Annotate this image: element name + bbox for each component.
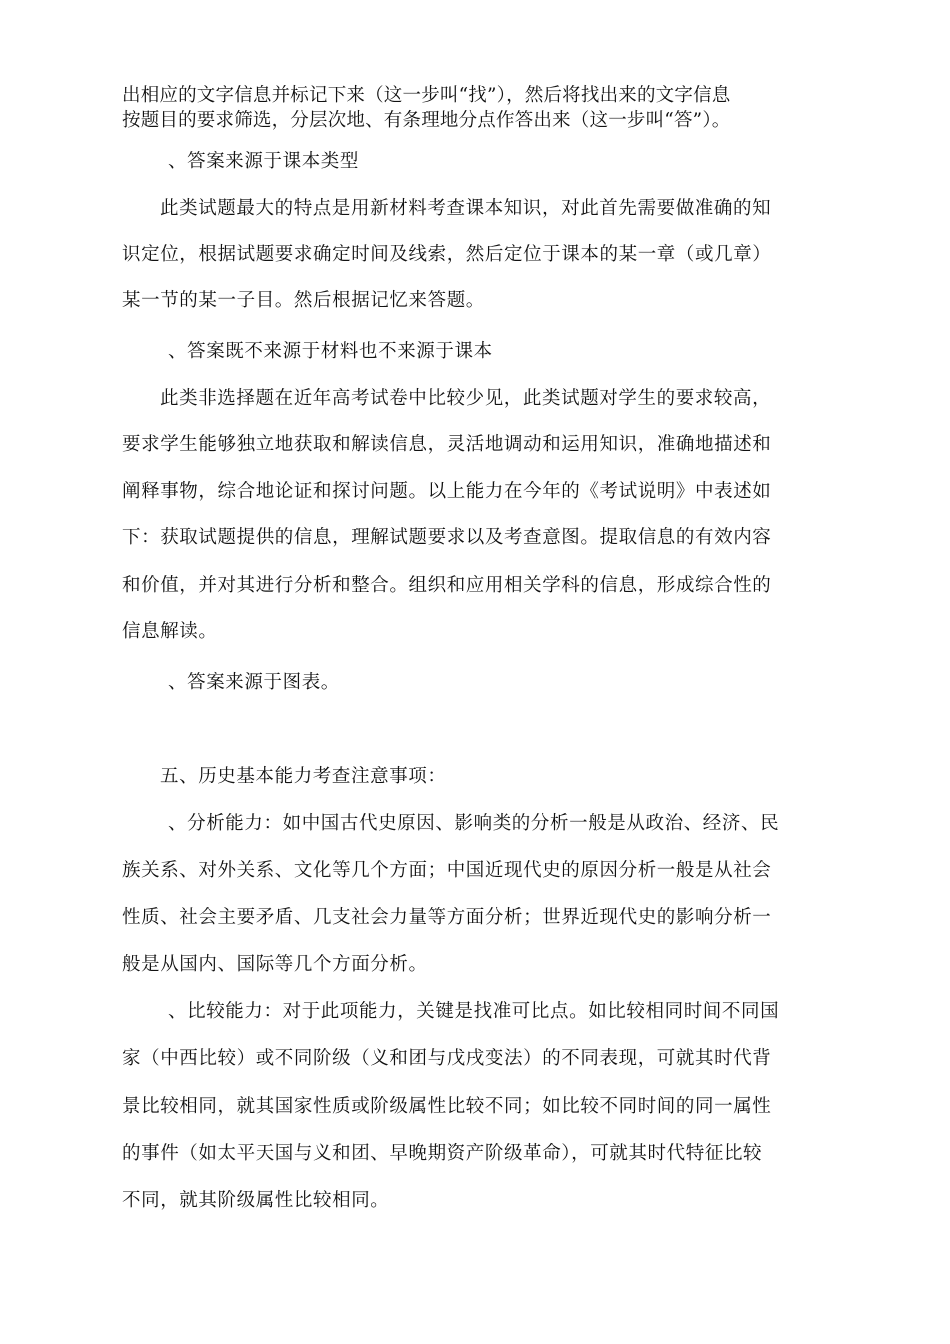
comparison-paragraph-line-4: 的事件（如太平天国与义和团、早晚期资产阶级革命），可就其时代特征比较	[122, 1143, 763, 1164]
section-five-title: 五、历史基本能力考查注意事项：	[160, 766, 447, 787]
neither-paragraph-line-5: 和价值，并对其进行分析和整合。组织和应用相关学科的信息，形成综合性的	[122, 575, 772, 596]
textbook-paragraph-line-2: 识定位，根据试题要求确定时间及线索，然后定位于课本的某一章（或几章）	[122, 244, 772, 265]
intro-line-2: 按题目的要求筛选，分层次地、有条理地分点作答出来（这一步叫“答”）。	[122, 110, 731, 131]
comparison-paragraph-line-3: 景比较相同，就其国家性质或阶级属性比较不同；如比较不同时间的同一属性	[122, 1096, 772, 1117]
analysis-paragraph-line-2: 族关系、对外关系、文化等几个方面；中国近现代史的原因分析一般是从社会	[122, 860, 772, 881]
textbook-paragraph-line-3: 某一节的某一子目。然后根据记忆来答题。	[122, 290, 485, 311]
analysis-paragraph-line-1: 、分析能力：如中国古代史原因、影响类的分析一般是从政治、经济、民	[168, 813, 780, 834]
heading-chart-type: 、答案来源于图表。	[168, 672, 340, 693]
analysis-paragraph-line-4: 般是从国内、国际等几个方面分析。	[122, 954, 428, 975]
textbook-paragraph-line-1: 此类试题最大的特点是用新材料考查课本知识，对此首先需要做准确的知	[160, 198, 772, 219]
neither-paragraph-line-3: 阐释事物，综合地论证和探讨问题。以上能力在今年的《考试说明》中表述如	[122, 481, 772, 502]
neither-paragraph-line-2: 要求学生能够独立地获取和解读信息，灵活地调动和运用知识，准确地描述和	[122, 434, 772, 455]
comparison-paragraph-line-1: 、比较能力：对于此项能力，关键是找准可比点。如比较相同时间不同国	[168, 1001, 780, 1022]
neither-paragraph-line-1: 此类非选择题在近年高考试卷中比较少见，此类试题对学生的要求较高，	[160, 388, 772, 409]
heading-neither-type: 、答案既不来源于材料也不来源于课本	[168, 341, 493, 362]
analysis-paragraph-line-3: 性质、社会主要矛盾、几支社会力量等方面分析；世界近现代史的影响分析一	[122, 907, 772, 928]
comparison-paragraph-line-2: 家（中西比较）或不同阶级（义和团与戊戌变法）的不同表现，可就其时代背	[122, 1048, 772, 1069]
comparison-paragraph-line-5: 不同，就其阶级属性比较相同。	[122, 1190, 390, 1211]
neither-paragraph-line-4: 下：获取试题提供的信息，理解试题要求以及考查意图。提取信息的有效内容	[122, 527, 772, 548]
heading-textbook-type: 、答案来源于课本类型	[168, 151, 360, 172]
neither-paragraph-line-6: 信息解读。	[122, 621, 218, 642]
intro-line-1: 出相应的文字信息并标记下来（这一步叫“找”），然后将找出来的文字信息	[122, 85, 731, 106]
